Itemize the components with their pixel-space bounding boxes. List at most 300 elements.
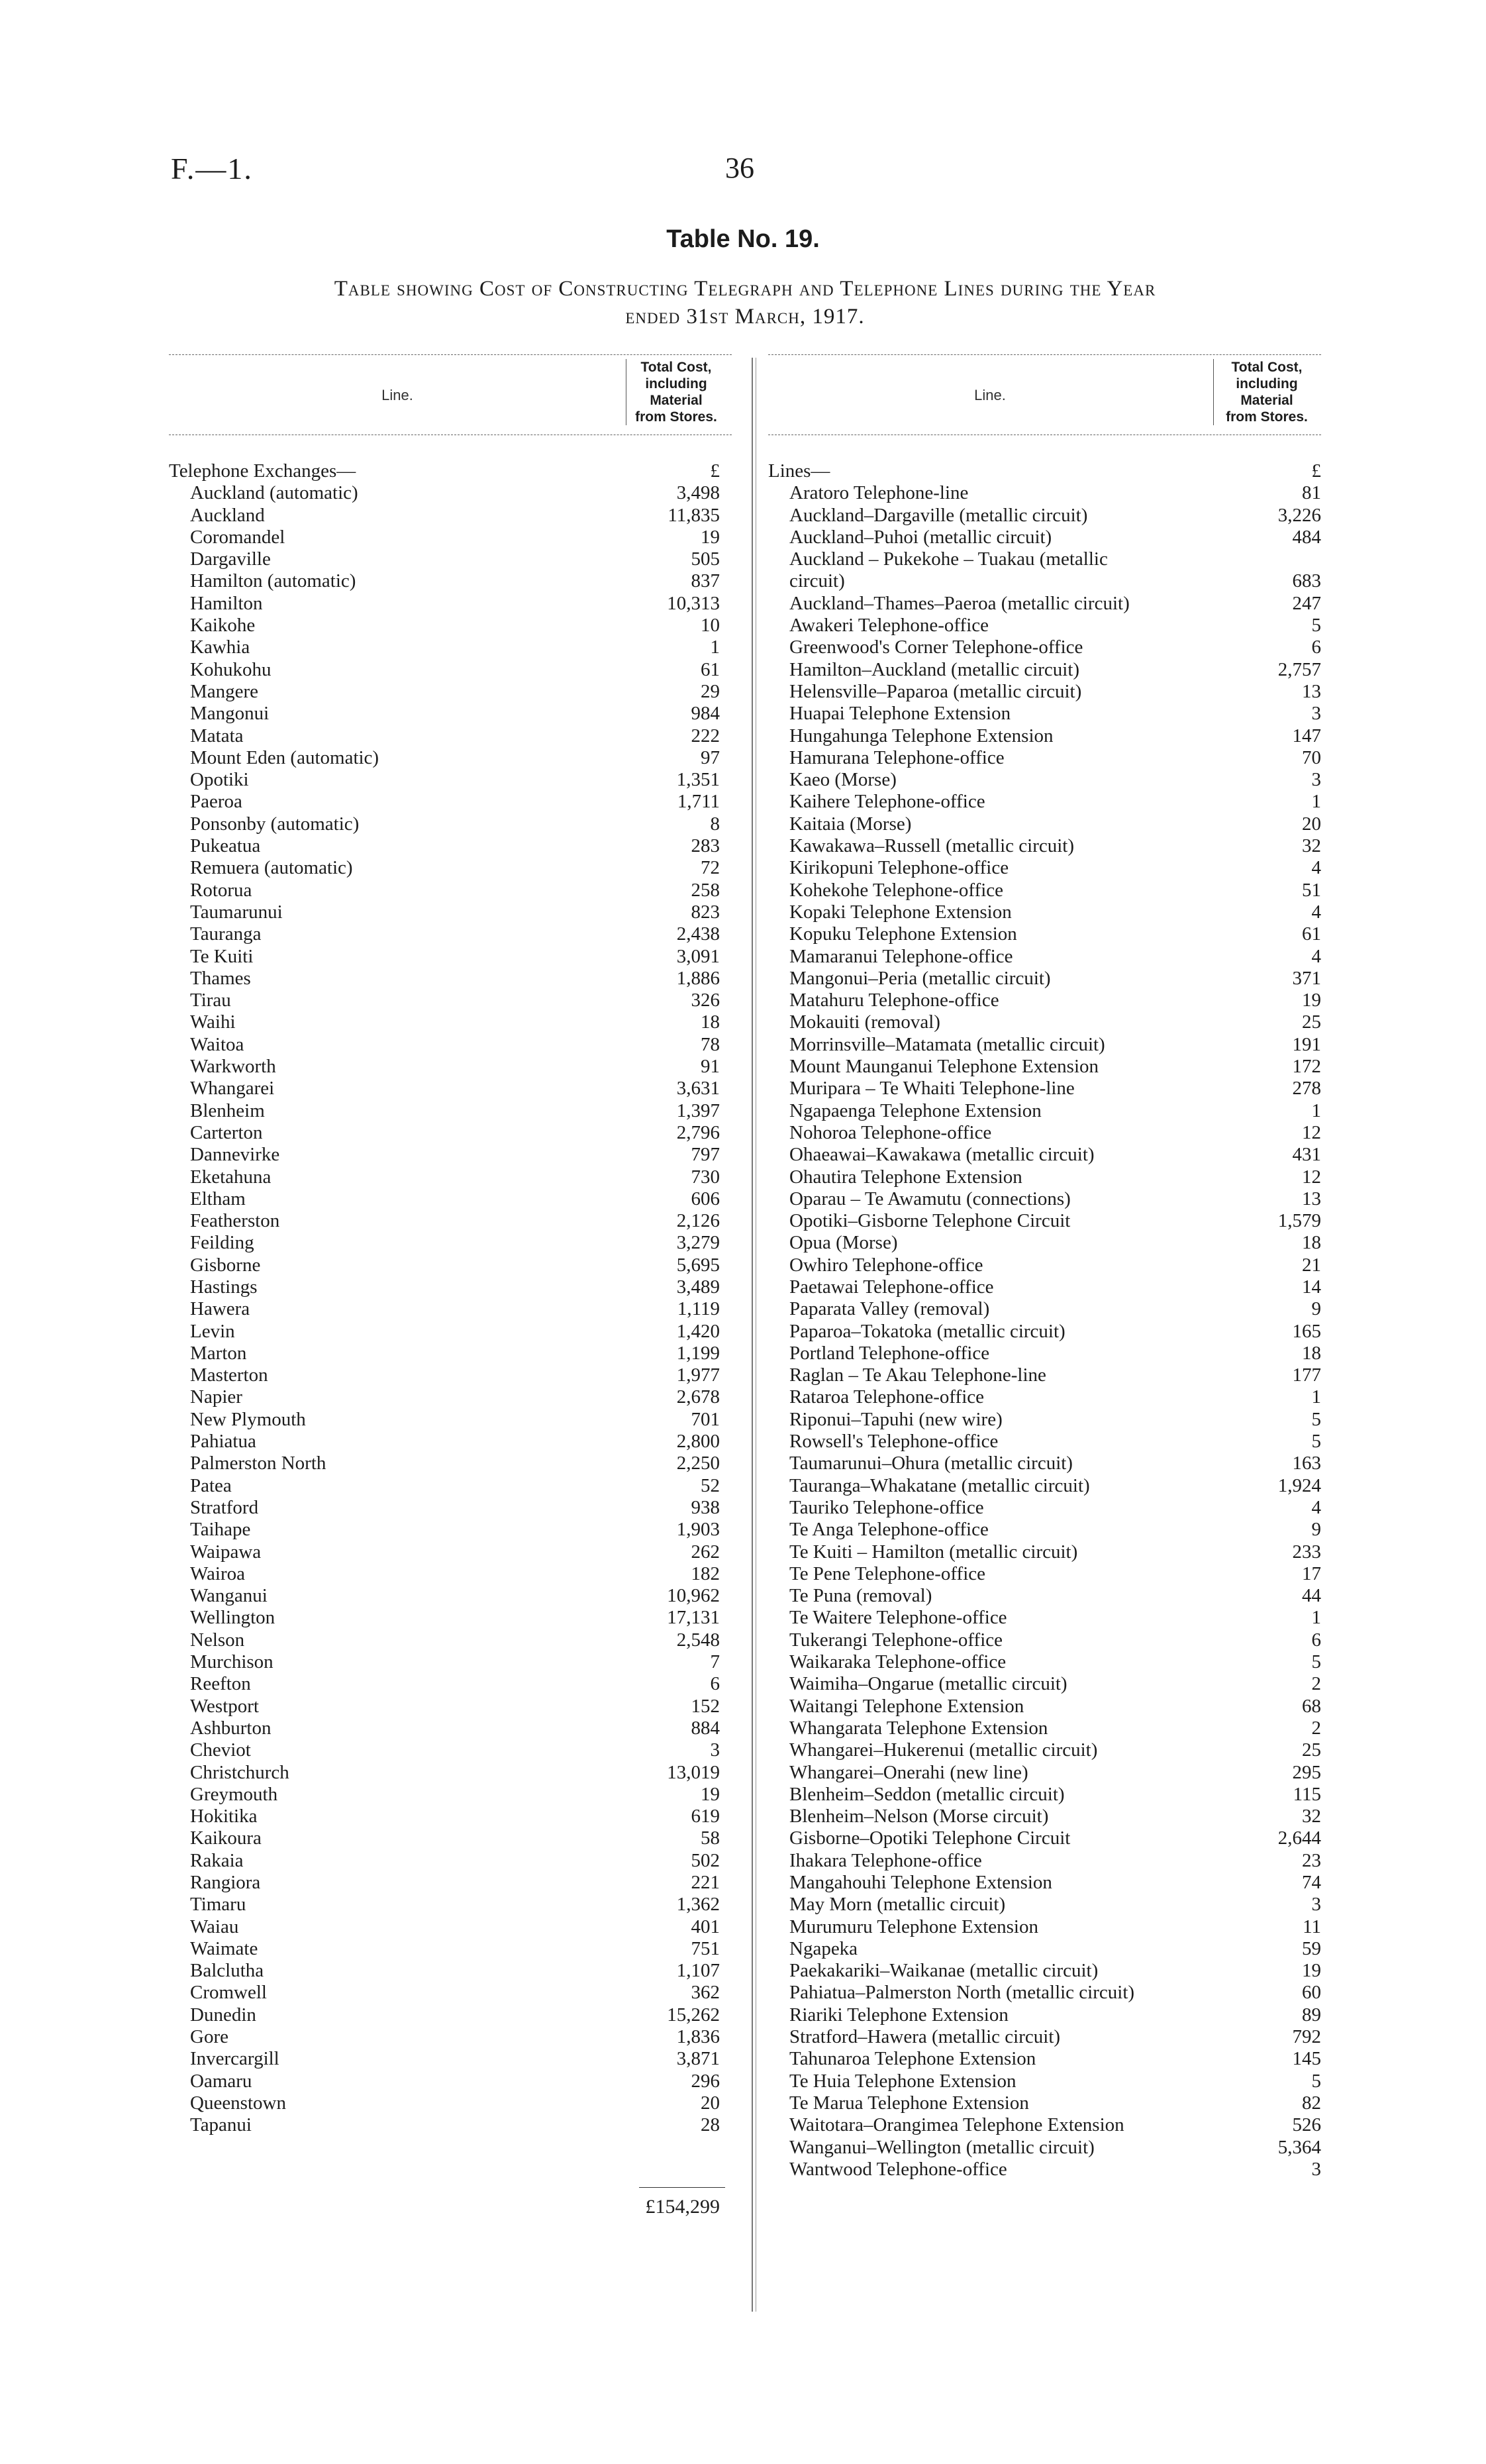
line-name: Waimiha–Ongarue (metallic circuit) [789,1673,1067,1695]
line-name: Mangere [190,680,259,702]
cost-value: 3,631 [676,1078,720,1100]
table-header [169,354,732,435]
line-name: New Plymouth [190,1408,306,1430]
cost-value: 1,397 [676,1100,720,1121]
line-name: Marton [190,1342,247,1364]
line-name: Kaitaia (Morse) [789,813,912,835]
cost-value: 9 [1311,1519,1321,1541]
cost-value: 19 [701,1783,720,1805]
cost-value: 59 [1302,1937,1321,1959]
line-name: Mount Maunganui Telephone Extension [789,1056,1099,1078]
section-row [169,460,732,482]
cost-value: 51 [1302,879,1321,901]
line-name: Gisborne–Opotiki Telephone Circuit [789,1827,1071,1849]
table-row [169,2071,732,2092]
line-name: Ngapeka [789,1937,858,1959]
subtitle-line-2: ended 31st March, 1917. [625,305,865,329]
cost-value: 247 [1292,592,1321,614]
table-row [169,1739,732,1761]
table-row [169,659,732,681]
table-row [768,1011,1321,1033]
cost-value: 6 [1311,637,1321,658]
line-name: Warkworth [190,1056,276,1078]
cost-value: 3,871 [676,2048,720,2070]
table-row [768,615,1321,637]
cost-header-line: from Stores. [635,409,717,425]
cost-header-line: Material [650,393,703,408]
table-row [169,1696,732,1718]
line-name: Auckland [190,504,265,526]
cost-value: 262 [691,1541,720,1563]
cost-value: 701 [691,1408,720,1430]
table-row [768,1938,1321,1960]
cost-value: 191 [1292,1033,1321,1055]
table-row [169,1276,732,1298]
cost-value: 1,977 [676,1364,720,1386]
line-name: Hamilton [190,592,263,614]
cost-value: 1,579 [1277,1210,1321,1232]
line-name: Cromwell [190,1982,267,2004]
table-row [169,1541,732,1563]
cost-value: 1 [1311,1100,1321,1121]
line-name: Pahiatua [190,1431,256,1453]
table-row [768,1651,1321,1673]
line-name: Nohoroa Telephone-office [789,1121,992,1143]
table-row [169,1364,732,1386]
line-name: Mokauiti (removal) [789,1011,940,1033]
table-row [169,1784,732,1806]
table-row [768,1739,1321,1761]
cost-value: 1 [710,637,720,658]
table-row [169,835,732,857]
line-name: Te Kuiti [190,945,254,967]
table-row [768,1475,1321,1497]
cost-value: 683 [1292,570,1321,592]
line-name: Hamilton (automatic) [190,570,356,592]
table-row [169,1034,732,1056]
cost-value: 4 [1311,857,1321,879]
line-name: Masterton [190,1364,268,1386]
cost-value: 147 [1292,725,1321,746]
line-name: Balclutha [190,1960,264,1982]
table-row [169,1210,732,1232]
cost-header-line: including [645,376,707,391]
cost-value: 5 [1311,2070,1321,2092]
table-row [768,1188,1321,1210]
cost-value: 28 [701,2114,720,2136]
table-row [169,1938,732,1960]
table-row [768,1409,1321,1431]
section-label: Lines— [768,460,830,482]
table-row [169,1166,732,1188]
line-name: Riponui–Tapuhi (new wire) [789,1408,1003,1430]
cost-value: 25 [1302,1011,1321,1033]
table-row [768,901,1321,923]
line-name: Oparau – Te Awamutu (connections) [789,1188,1071,1209]
line-name: Owhiro Telephone-office [789,1254,983,1276]
cost-value: 2,796 [676,1121,720,1143]
table-row [169,1056,732,1078]
line-name: Tahunaroa Telephone Extension [789,2048,1036,2070]
line-name: Muripara – Te Whaiti Telephone-line [789,1078,1075,1100]
cost-value: 837 [691,570,720,592]
line-name: Tauriko Telephone-office [789,1496,984,1518]
line-name: Morrinsville–Matamata (metallic circuit) [789,1033,1105,1055]
cost-value: 10,313 [667,592,720,614]
line-name: Dunedin [190,2004,256,2026]
line-column-header: Line. [381,387,413,403]
cost-value: 1,420 [676,1320,720,1342]
line-name: Paetawai Telephone-office [789,1276,994,1298]
line-name: Gisborne [190,1254,261,1276]
line-name: Remuera (automatic) [190,857,353,879]
cost-value: 19 [701,526,720,548]
table-row [768,769,1321,791]
cost-value: 1,351 [676,769,720,791]
cost-value: 19 [1302,1960,1321,1982]
table-row [169,813,732,835]
line-name: Pahiatua–Palmerston North (metallic circuit) [789,1982,1135,2004]
cost-value: 12 [1302,1121,1321,1143]
table-row [768,1144,1321,1166]
page-reference: F.—1. [171,152,253,185]
cost-value: 172 [1292,1056,1321,1078]
cost-value: 61 [701,658,720,680]
line-name: Te Waitere Telephone-office [789,1607,1007,1629]
table-row [768,923,1321,945]
table-row [169,570,732,592]
line-name: Whangarei–Hukerenui (metallic circuit) [789,1739,1098,1761]
line-name: Queenstown [190,2092,286,2114]
cost-value: 505 [691,548,720,570]
table-row [768,1673,1321,1695]
line-name: Waimate [190,1937,258,1959]
table-row [169,1916,732,1938]
table-row [768,637,1321,658]
cost-value: 1,199 [676,1342,720,1364]
line-name: Rowsell's Telephone-office [789,1431,999,1453]
line-name: Tauranga [190,923,262,945]
cost-value: 81 [1302,482,1321,504]
line-name: Murchison [190,1651,273,1673]
line-name: Kaikoura [190,1827,262,1849]
table-row [169,1960,732,1982]
cost-value: 8 [710,813,720,835]
line-name: Rangiora [190,1872,261,1893]
line-name: Waikaraka Telephone-office [789,1651,1007,1673]
table-row [768,1166,1321,1188]
cost-value: 1,711 [677,791,720,813]
cost-value: 5,364 [1277,2136,1321,2158]
line-name: Auckland–Thames–Paeroa (metallic circuit) [789,592,1130,614]
table-row [169,1078,732,1100]
cost-value: 3 [1311,769,1321,791]
line-name: Te Pene Telephone-office [789,1563,986,1584]
cost-value: 3,498 [676,482,720,504]
table-row [768,857,1321,879]
table-row [768,1982,1321,2004]
cost-value: 371 [1292,967,1321,989]
cost-value: 484 [1292,526,1321,548]
cost-value: 296 [691,2070,720,2092]
total-rule [639,2187,725,2188]
cost-value: 4 [1311,901,1321,923]
line-name: Cheviot [190,1739,251,1761]
cost-value: 1,924 [1277,1474,1321,1496]
table-row [768,990,1321,1011]
table-row [169,1122,732,1144]
cost-value: 938 [691,1496,720,1518]
table-row [169,990,732,1011]
line-name: Christchurch [190,1761,289,1783]
table-row [768,791,1321,813]
cost-value: 797 [691,1144,720,1166]
cost-value: 401 [691,1916,720,1937]
line-name: Nelson [190,1629,245,1651]
table-row [768,2092,1321,2114]
table-row [169,1100,732,1122]
cost-value: 60 [1302,1982,1321,2004]
table-row [169,1585,732,1607]
line-name: Te Kuiti – Hamilton (metallic circuit) [789,1541,1078,1563]
line-name: Opotiki–Gisborne Telephone Circuit [789,1210,1071,1232]
line-name: Taumarunui–Ohura (metallic circuit) [789,1453,1073,1474]
line-name: Paparata Valley (removal) [789,1298,990,1320]
line-name: Paparoa–Tokatoka (metallic circuit) [789,1320,1065,1342]
table-row [768,1916,1321,1938]
cost-value: 58 [701,1827,720,1849]
cost-value: 233 [1292,1541,1321,1563]
table-body [169,460,732,2137]
table-row [169,527,732,548]
table-row [169,791,732,813]
table-row [768,1431,1321,1453]
cost-value: 89 [1302,2004,1321,2026]
cost-value: 11 [1303,1916,1321,1937]
cost-header-line: from Stores. [1226,409,1308,425]
line-name: Mangonui [190,703,270,725]
line-name: Wairoa [190,1563,246,1584]
cost-value: 326 [691,990,720,1011]
table-row [169,593,732,615]
table-row [169,1982,732,2004]
line-name: Kawakawa–Russell (metallic circuit) [789,835,1075,857]
line-name: Gore [190,2026,228,2048]
table-row [768,880,1321,901]
line-name: Stratford–Hawera (metallic circuit) [789,2026,1061,2048]
cost-value: 2,126 [676,1210,720,1232]
line-name: Blenheim [190,1100,265,1121]
line-name: Invercargill [190,2048,279,2070]
line-name: Te Puna (removal) [789,1585,932,1607]
table-row [169,747,732,769]
line-name: Matahuru Telephone-office [789,990,999,1011]
table-row [768,1872,1321,1894]
table-row [768,1585,1321,1607]
line-name: circuit) [789,570,845,592]
cost-value: 2,644 [1277,1827,1321,1849]
table-row [768,835,1321,857]
table-row [768,1563,1321,1585]
table-row [768,548,1321,570]
cost-value: 6 [1311,1629,1321,1651]
cost-value: 17,131 [667,1607,720,1629]
cost-value: 1,886 [676,967,720,989]
table-row [768,1607,1321,1629]
line-name: Carterton [190,1121,263,1143]
cost-value: 362 [691,1982,720,2004]
cost-value: 222 [691,725,720,746]
table-row [169,2048,732,2070]
cost-value: 6 [710,1673,720,1695]
table-row [768,1541,1321,1563]
line-name: Dargaville [190,548,271,570]
line-name: Blenheim–Seddon (metallic circuit) [789,1783,1065,1805]
line-name: Waihi [190,1011,236,1033]
table-row [169,1144,732,1166]
table-row [169,857,732,879]
table-row [169,548,732,570]
cost-value: 5,695 [676,1254,720,1276]
cost-value: 61 [1302,923,1321,945]
line-name: Matata [190,725,244,746]
cost-value: 19 [1302,990,1321,1011]
line-name: Whangarata Telephone Extension [789,1717,1048,1739]
cost-value: 1,836 [676,2026,720,2048]
table-row [169,2004,732,2026]
line-name: Te Huia Telephone Extension [789,2070,1016,2092]
cost-value: 52 [701,1474,720,1496]
cost-value: 5 [1311,615,1321,637]
table-row [169,1386,732,1408]
cost-value: 29 [701,680,720,702]
subtitle-line-1: Table showing Cost of Constructing Telegraph and Telephone Lines during the Year [334,277,1156,301]
cost-value: 74 [1302,1872,1321,1893]
line-name: Reefton [190,1673,251,1695]
table-row [768,1364,1321,1386]
cost-value: 1 [1311,1607,1321,1629]
table-row [768,1850,1321,1872]
cost-value: 619 [691,1806,720,1827]
table-row [768,1629,1321,1651]
table-row [768,1255,1321,1276]
line-name: Raglan – Te Akau Telephone-line [789,1364,1046,1386]
line-name: Wantwood Telephone-office [789,2158,1007,2180]
cost-value: 32 [1302,835,1321,857]
cost-value: 1 [1311,791,1321,813]
line-name: Kawhia [190,637,250,658]
line-name: Kaikohe [190,615,256,637]
cost-value: 751 [691,1937,720,1959]
cost-value: 13 [1302,680,1321,702]
table-row [169,769,732,791]
table-row [768,2026,1321,2048]
line-name: Waiau [190,1916,239,1937]
cost-value: 5 [1311,1431,1321,1453]
cost-column-header [626,359,726,425]
line-name: Hastings [190,1276,258,1298]
cost-value: 3,091 [676,945,720,967]
line-name: Ngapaenga Telephone Extension [789,1100,1042,1121]
table-row [768,968,1321,990]
line-name: Auckland–Puhoi (metallic circuit) [789,526,1052,548]
cost-value: 1,119 [677,1298,720,1320]
table-row [768,1386,1321,1408]
table-row [169,1607,732,1629]
cost-value: 2 [1311,1717,1321,1739]
table-row [169,1453,732,1474]
cost-header-line: Total Cost, [1231,360,1303,375]
cost-value: 44 [1302,1585,1321,1607]
table-row [768,1827,1321,1849]
cost-header-line: including [1236,376,1298,391]
table-row [768,1210,1321,1232]
line-name: Auckland–Dargaville (metallic circuit) [789,504,1088,526]
cost-value: 884 [691,1717,720,1739]
table-row [169,725,732,747]
table-row [768,505,1321,527]
cost-value: 2,800 [676,1431,720,1453]
exchanges-table [169,354,732,2315]
table-row [768,1784,1321,1806]
cost-value: 3,226 [1277,504,1321,526]
line-name: Mount Eden (automatic) [190,746,379,768]
line-name: Levin [190,1320,235,1342]
currency-symbol: £ [1311,460,1321,482]
line-name: Palmerston North [190,1453,326,1474]
cost-value: 295 [1292,1761,1321,1783]
line-name: Wellington [190,1607,275,1629]
cost-value: 9 [1311,1298,1321,1320]
line-name: Te Anga Telephone-office [789,1519,989,1541]
cost-value: 182 [691,1563,720,1584]
table-row [768,1232,1321,1254]
cost-value: 2,678 [676,1386,720,1408]
table-row [169,1651,732,1673]
line-name: Tauranga–Whakatane (metallic circuit) [789,1474,1090,1496]
table-row [768,2159,1321,2181]
line-name: Coromandel [190,526,285,548]
line-name: Paeroa [190,791,242,813]
table-row [768,1343,1321,1364]
line-name: Mangahouhi Telephone Extension [789,1872,1052,1893]
line-name: Te Marua Telephone Extension [789,2092,1029,2114]
cost-value: 78 [701,1033,720,1055]
line-name: Hawera [190,1298,250,1320]
grand-total: £154,299 [645,2196,720,2218]
cost-value: 18 [701,1011,720,1033]
cost-value: 20 [1302,813,1321,835]
table-row [768,1034,1321,1056]
line-name: Auckland (automatic) [190,482,358,504]
line-name: Ihakara Telephone-office [789,1849,982,1871]
cost-value: 3,279 [676,1232,720,1254]
cost-value: 165 [1292,1320,1321,1342]
table-row [768,725,1321,747]
cost-value: 25 [1302,1739,1321,1761]
cost-value: 258 [691,879,720,901]
table-row [768,747,1321,769]
table-row [169,1188,732,1210]
table-row [768,1122,1321,1144]
table-row [169,968,732,990]
line-name: Auckland – Pukekohe – Tuakau (metallic [789,548,1108,570]
table-row [768,1321,1321,1343]
table-row [169,1872,732,1894]
table-row [768,703,1321,725]
cost-value: 2,438 [676,923,720,945]
cost-value: 606 [691,1188,720,1209]
